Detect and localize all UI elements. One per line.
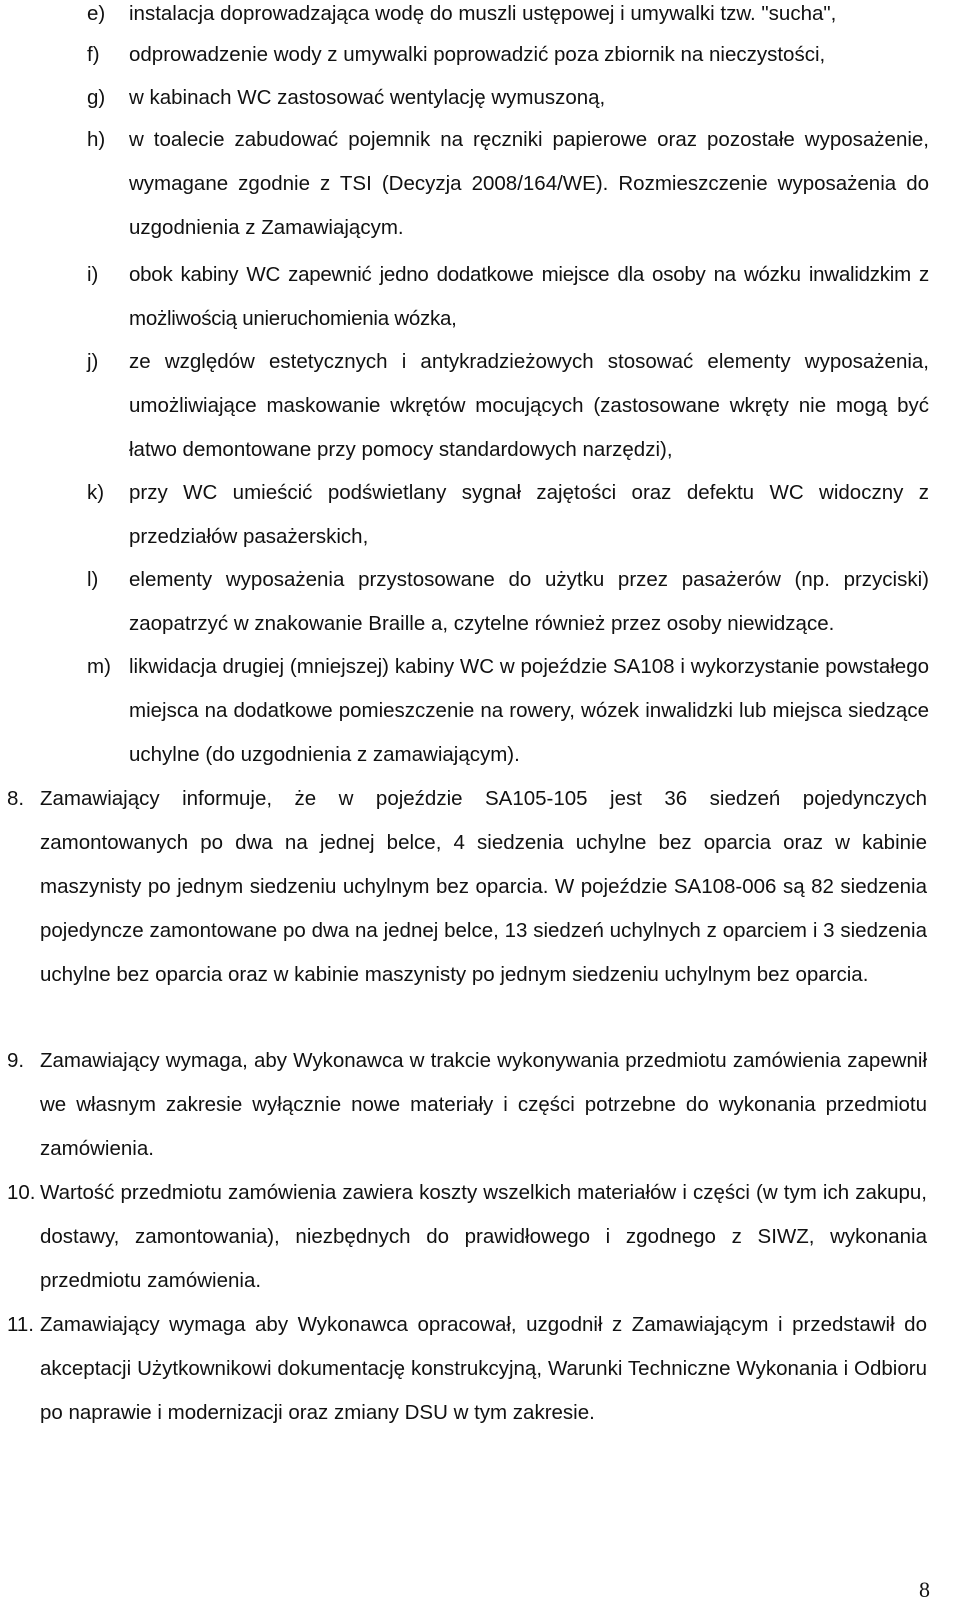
item-label: f) bbox=[87, 43, 100, 66]
item-label: i) bbox=[87, 263, 99, 286]
item-label: h) bbox=[87, 128, 106, 151]
item-number: 11. bbox=[7, 1313, 34, 1336]
item-label: e) bbox=[87, 2, 106, 25]
list-item-g bbox=[87, 76, 929, 120]
item-text: Zamawiający wymaga aby Wykonawca opracował, uzgodnił z Zamawiającym i przedstawił do akceptacji Użytkownikowi dokumentację konstrukcyjną, Warunki Techniczne Wykonania i Odbioru po naprawie i modernizacji oraz zmiany DSU w tym zakresie. bbox=[40, 1313, 927, 1424]
list-item-e bbox=[87, 0, 929, 36]
item-text: Zamawiający informuje, że w pojeździe SA105-105 jest 36 siedzeń pojedynczych zamontowanych po dwa na jednej belce, 4 siedzenia uchylne bez oparcia oraz w kabinie maszynisty po jednym siedzeniu uchylnym bez oparcia. W pojeździe SA108-006 są 82 siedzenia pojedyncze zamontowane po dwa na jednej belce, 13 siedzeń uchylnych z oparciem i 3 siedzenia uchylne bez oparcia oraz w kabinie maszynisty po jednym siedzeniu uchylnym bez oparcia. bbox=[40, 787, 927, 986]
item-text: w toalecie zabudować pojemnik na ręczniki papierowe oraz pozostałe wyposażenie, wymagane zgodnie z TSI (Decyzja 2008/164/WE). Rozmieszczenie wyposażenia do uzgodnienia z Zamawiającym. bbox=[129, 128, 929, 239]
item-text: w kabinach WC zastosować wentylację wymuszoną, bbox=[129, 86, 606, 109]
numbered-item-10 bbox=[7, 1171, 927, 1303]
list-item-f bbox=[87, 33, 929, 77]
numbered-item-8 bbox=[7, 777, 927, 997]
list-item-k bbox=[87, 471, 929, 559]
item-label: l) bbox=[87, 568, 99, 591]
item-number: 10. bbox=[7, 1181, 36, 1204]
list-item-l bbox=[87, 558, 929, 646]
item-text: obok kabiny WC zapewnić jedno dodatkowe miejsce dla osoby na wózku inwalidzkim z możliwością unieruchomienia wózka, bbox=[129, 263, 929, 330]
numbered-item-9 bbox=[7, 1039, 927, 1171]
item-text: Wartość przedmiotu zamówienia zawiera koszty wszelkich materiałów i części (w tym ich zakupu, dostawy, zamontowania), niezbędnych do prawidłowego i zgodnego z SIWZ, wykonania przedmiotu zamówienia. bbox=[40, 1181, 927, 1292]
item-label: m) bbox=[87, 655, 111, 678]
item-label: j) bbox=[87, 350, 99, 373]
item-number: 8. bbox=[7, 787, 25, 810]
page-number: 8 bbox=[919, 1577, 930, 1602]
item-text: likwidacja drugiej (mniejszej) kabiny WC w pojeździe SA108 i wykorzystanie powstałego miejsca na dodatkowe pomieszczenie na rowery, wózek inwalidzki lub miejsca siedzące uchylne (do uzgodnienia z zamawiającym). bbox=[129, 655, 929, 766]
list-item-m bbox=[87, 645, 929, 777]
list-item-j bbox=[87, 340, 929, 472]
item-text: elementy wyposażenia przystosowane do użytku przez pasażerów (np. przyciski) zaopatrzyć w znakowanie Braille a, czytelne również przez osoby niewidzące. bbox=[129, 568, 929, 635]
item-label: g) bbox=[87, 86, 106, 109]
list-item-h bbox=[87, 118, 929, 250]
item-text: przy WC umieścić podświetlany sygnał zajętości oraz defektu WC widoczny z przedziałów pasażerskich, bbox=[129, 481, 929, 548]
item-text: Zamawiający wymaga, aby Wykonawca w trakcie wykonywania przedmiotu zamówienia zapewnił we własnym zakresie wyłącznie nowe materiały i części potrzebne do wykonania przedmiotu zamówienia. bbox=[40, 1049, 927, 1160]
list-item-i bbox=[87, 253, 929, 341]
item-text: odprowadzenie wody z umywalki poprowadzić poza zbiornik na nieczystości, bbox=[129, 43, 826, 66]
item-text: ze względów estetycznych i antykradzieżowych stosować elementy wyposażenia, umożliwiające maskowanie wkrętów mocujących (zastosowane wkręty nie mogą być łatwo demontowane przy pomocy standardowych narzędzi), bbox=[129, 350, 929, 461]
item-label: k) bbox=[87, 481, 105, 504]
numbered-item-11 bbox=[7, 1303, 927, 1435]
item-number: 9. bbox=[7, 1049, 25, 1072]
item-text: instalacja doprowadzająca wodę do muszli ustępowej i umywalki tzw. "sucha", bbox=[129, 2, 837, 25]
